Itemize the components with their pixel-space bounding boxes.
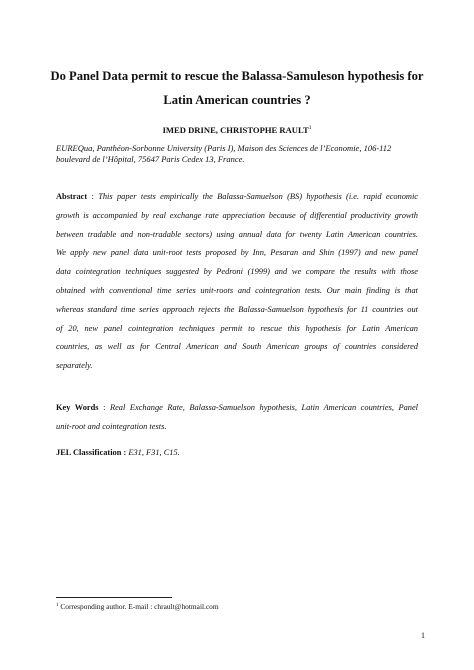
author-footnote-mark: 1	[308, 125, 312, 131]
page-number: 1	[421, 631, 425, 640]
footnote-text: Corresponding author. E-mail : chrault@hotmail.com	[58, 602, 219, 611]
abstract	[56, 188, 418, 376]
jel-label: JEL Classification :	[56, 448, 127, 457]
keywords	[56, 399, 418, 437]
affiliation-line-1: EUREQua, Panthéon-Sorbonne University (Paris I), Maison des Sciences de l’Economie, 106-112	[56, 143, 392, 153]
author-list	[40, 121, 434, 137]
keywords-line: Key Words : Real Exchange Rate, Balassa-Samuelson hypothesis, Latin American countries, Panel	[56, 403, 418, 412]
keywords-line: unit-root and cointegration tests.	[56, 421, 167, 431]
paper-title-line-1: Do Panel Data permit to rescue the Balassa-Samuleson hypothesis for	[50, 69, 424, 83]
author-names: IMED DRINE, CHRISTOPHE RAULT	[162, 125, 309, 135]
footnote	[56, 600, 219, 612]
abstract-line: Abstract : This paper tests empirically the Balassa-Samuelson (BS) hypothesis (i.e. rapid economic	[56, 192, 418, 201]
abstract-line: whereas standard time series approach rejects the Balassa-Samuelson hypothesis for 11 countries out	[56, 304, 418, 314]
keywords-label: Key Words	[56, 403, 99, 412]
abstract-label: Abstract	[56, 192, 88, 201]
abstract-line: data cointegration techniques suggested by Pedroni (1999) and we compare the results with those	[56, 267, 418, 277]
abstract-line: of 20, new panel cointegration techniques permit to rescue this hypothesis for Latin American	[56, 323, 418, 333]
abstract-line: obtained with conventional time series unit-roots and cointegration tests. Our main finding is that	[56, 285, 418, 295]
affiliation-line-2: boulevard de l’Hôpital, 75647 Paris Cedex 13, France.	[56, 154, 245, 164]
footnote-divider	[56, 597, 172, 598]
abstract-line: separately.	[56, 361, 93, 371]
abstract-line: We apply new panel data unit-root tests proposed by Inn, Pesaran and Shin (1997) and new panel	[56, 248, 418, 258]
abstract-line: growth is accompanied by real exchange rate appreciation because of differential productivity growth	[56, 210, 418, 220]
footnote-mark: 1	[56, 603, 59, 608]
jel-classification	[56, 444, 418, 463]
abstract-line: countries, as well as for Central American and South American groups of countries considered	[56, 342, 418, 352]
paper-title-line-2: Latin American countries ?	[163, 93, 311, 107]
jel-codes: E31, F31, C15.	[126, 448, 180, 457]
abstract-line: between tradable and non-tradable sectors) using annual data for twenty Latin American countries.	[56, 229, 418, 239]
